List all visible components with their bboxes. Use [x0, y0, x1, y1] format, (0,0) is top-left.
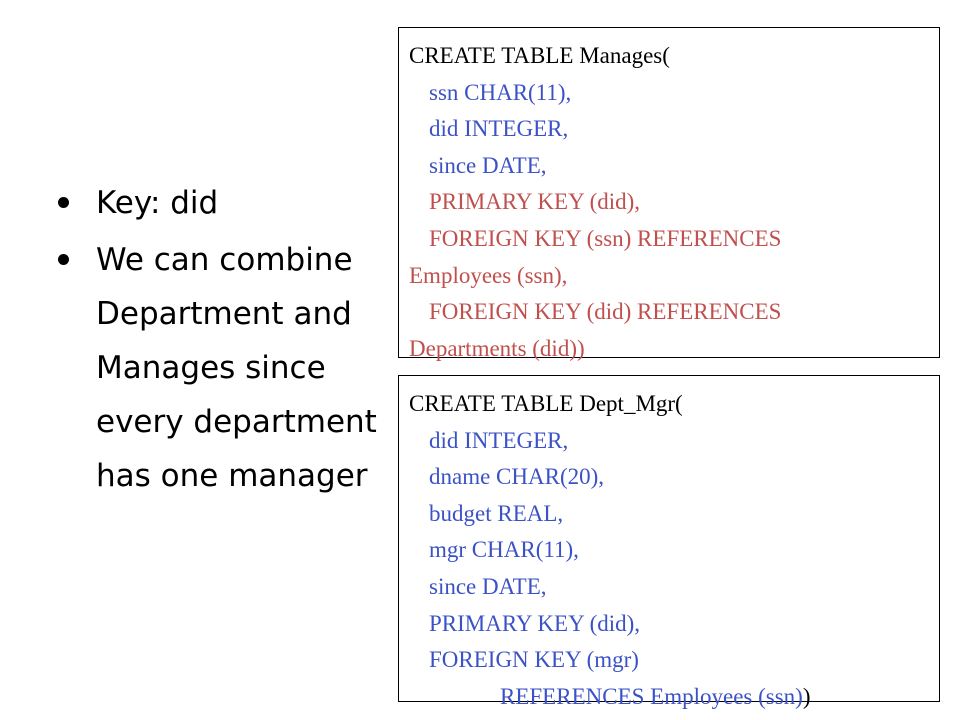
dept-mgr-references-text: REFERENCES Employees (ssn): [500, 683, 803, 709]
manages-since-line: since DATE,: [429, 152, 547, 178]
dept-mgr-did-line: did INTEGER,: [429, 427, 569, 453]
manages-did-line: did INTEGER,: [429, 116, 569, 142]
manages-fk-did-ref-line: Departments (did)): [409, 335, 585, 361]
dept-mgr-create-header: CREATE TABLE Dept_Mgr(: [409, 391, 683, 416]
manages-fk-ssn-line: FOREIGN KEY (ssn) REFERENCES: [429, 225, 782, 251]
manages-ssn-line: ssn CHAR(11),: [429, 79, 572, 105]
manages-primary-key-line: PRIMARY KEY (did),: [429, 189, 641, 215]
dept-mgr-closing-paren: ): [802, 683, 811, 709]
bullet-dot-icon: [58, 254, 69, 265]
dept-mgr-budget-line: budget REAL,: [429, 500, 564, 526]
dept-mgr-dname-line: dname CHAR(20),: [429, 464, 605, 490]
bullet-list: [58, 176, 388, 506]
bullet-text: We can combine Department and Manages since every department has one manager: [96, 242, 377, 494]
bullet-text: Key: did: [96, 185, 219, 221]
bullet-item-key: [58, 176, 388, 230]
dept-mgr-references-line: [399, 679, 939, 716]
manages-create-header: CREATE TABLE Manages(: [409, 43, 670, 68]
manages-fk-did-line: FOREIGN KEY (did) REFERENCES: [429, 299, 782, 325]
bullet-dot-icon: [58, 197, 69, 208]
manages-fk-ssn-ref-line: Employees (ssn),: [409, 262, 568, 288]
dept-mgr-since-line: since DATE,: [429, 573, 547, 599]
dept-mgr-fk-mgr-line: FOREIGN KEY (mgr): [429, 647, 639, 673]
dept-mgr-primary-key-line: PRIMARY KEY (did),: [429, 610, 641, 636]
dept-mgr-sql-box: [398, 375, 940, 709]
manages-sql-box: [398, 27, 940, 361]
dept-mgr-mgr-line: mgr CHAR(11),: [429, 537, 579, 563]
bullet-item-combine: [58, 233, 388, 503]
